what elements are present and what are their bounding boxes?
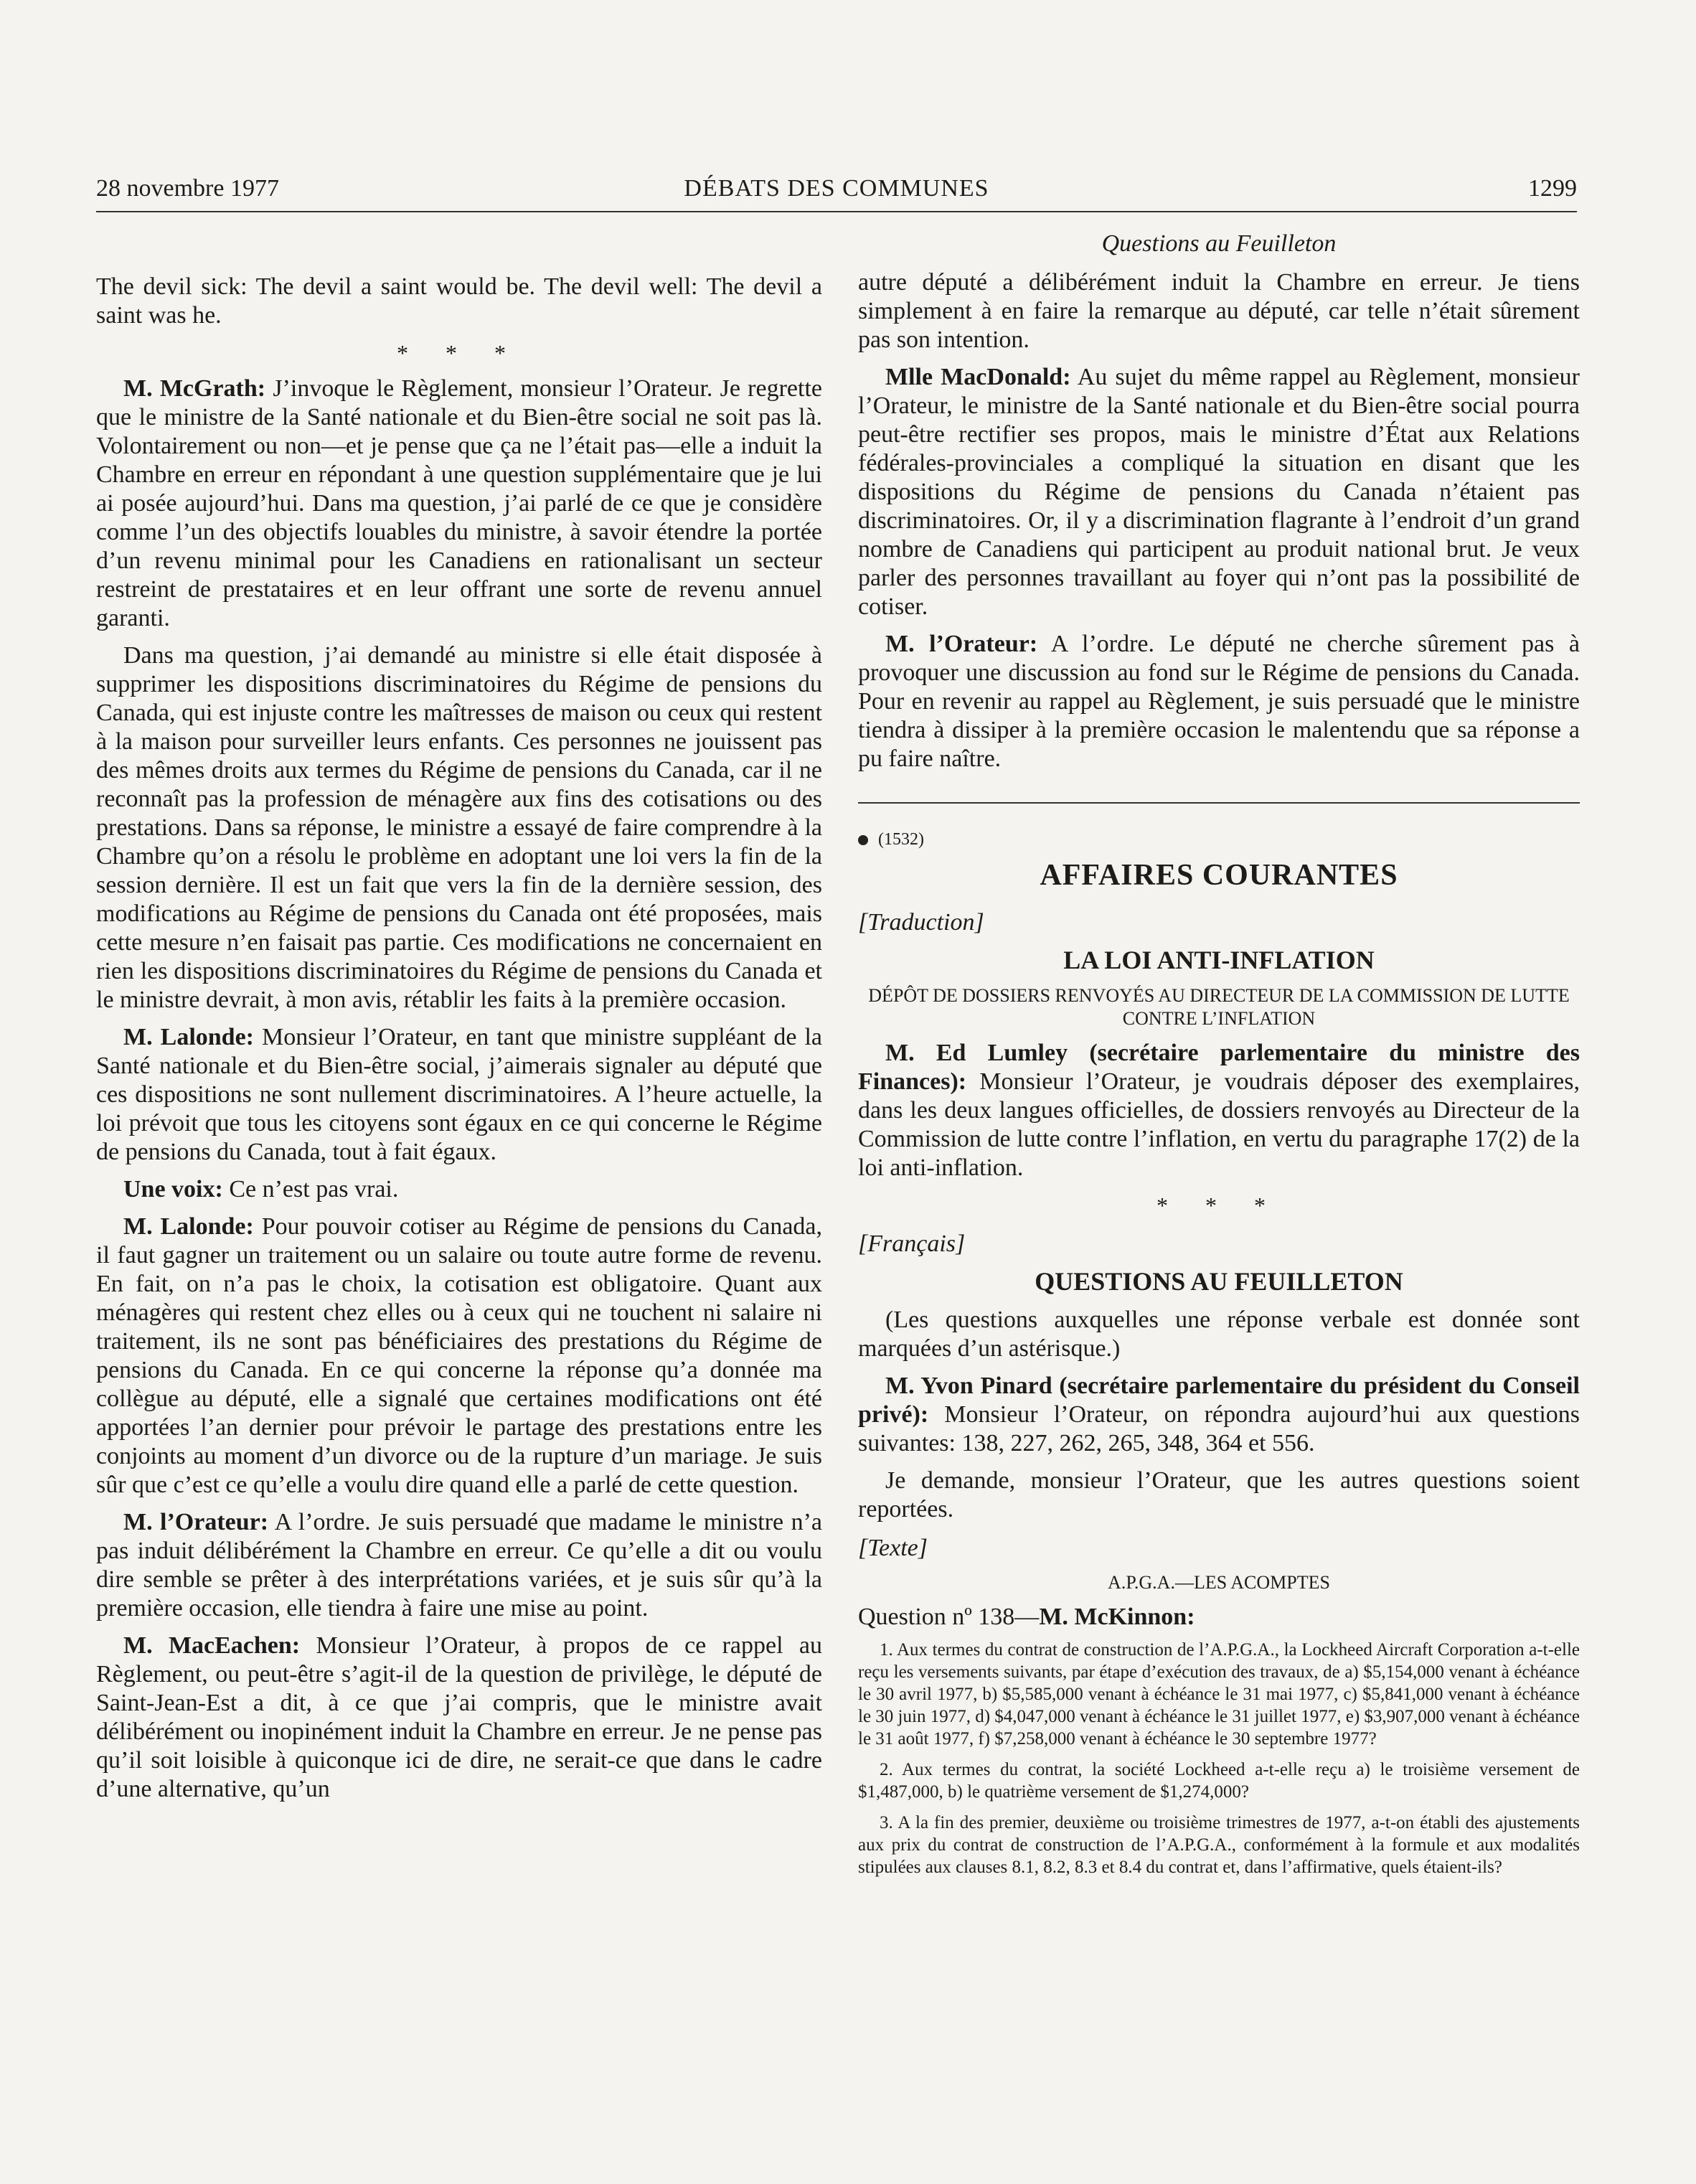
page-number: 1299 (1528, 175, 1577, 202)
running-head: Questions au Feuilleton (1101, 230, 1337, 257)
speech-text: Au sujet du même rappel au Règlement, monsieur l’Orateur, le ministre de la Santé nationale et du Bien-être social pourra peut-être rectifier ses propos, mais le ministre d’État aux Relations fédérales-provinciales a compliqué la situation en disant que les dispositions du Régime de pensions du Canada n’étaient pas discriminatoires. Or, il y a discrimination flagrante à l’endroit d’un grand nombre de Canadiens qui participent au produit national brut. Je veux parler des personnes travaillant au foyer qui n’ont pas la possibilité de cotiser. (858, 364, 1580, 620)
paragraph-orateur-2 (858, 630, 1580, 773)
question-item-1: 1. Aux termes du contrat de construction de l’A.P.G.A., la Lockheed Aircraft Corporation a-t-elle reçu les versements suivants, par étape d’exécution des travaux, de a) $5,154,000 venant à échéance le 30 avril 1977, b) $5,585,000 venant à échéance le 31 mai 1977, c) $5,841,000 venant à échéance le 30 juin 1977, d) $4,047,000 venant à échéance le 31 juillet 1977, e) $3,907,000 venant à échéance le 31 août 1977, f) $7,258,000 venant à échéance le 30 septembre 1977? (858, 1640, 1580, 1748)
speech-text: Monsieur l’Orateur, je voudrais déposer des exemplaires, dans les deux langues officielles, de dossiers renvoyés au Directeur de la Commission de lutte contre l’inflation, en vertu du paragraphe 17(2) de la loi anti-inflation. (858, 1068, 1580, 1181)
paragraph-lalonde (96, 1023, 822, 1167)
paragraph-mcgrath-cont: Dans ma question, j’ai demandé au ministre si elle était disposée à supprimer les dispositions discriminatoires du Régime de pensions du Canada, qui est injuste contre les maîtresses de maison ou ceux qui restent à la maison pour surveiller leurs enfants. Ces personnes ne jouissent pas des mêmes droits aux termes du Régime de pensions du Canada, car il ne reconnaît pas la profession de ménagère aux fins des cotisations ou des prestations. Dans sa réponse, le ministre a essayé de faire comprendre à la Chambre qu’on a résolu le problème en adoptant une loi vers la fin de la session dernière. Il est un fait que vers la fin de la dernière session, des modifications au Régime de pensions du Canada ont été proposées, mais cette mesure n’en faisait pas partie. Ces modifications ne concernaient en rien les dispositions discriminatoires du Régime de pensions du Canada et le ministre devrait, à mon avis, rétablir les faits à la première occasion. (96, 642, 822, 1013)
question-item-3: 3. A la fin des premier, deuxième ou troisième trimestres de 1977, a-t-on établi des ajustements aux prix du contrat de construction de l’A.P.G.A., conformément à la formule et aux modalités stipulées aux clauses 8.1, 8.2, 8.3 et 8.4 du contrat et, dans l’affirmative, quels étaient-ils? (858, 1813, 1580, 1877)
speaker-name: Une voix: (123, 1176, 223, 1202)
speaker-name: M. Lalonde: (123, 1024, 254, 1050)
paragraph-macdonald (858, 363, 1580, 621)
language-tag: [Français] (858, 1230, 966, 1257)
question-item-2: 2. Aux termes du contrat, la société Lockheed a-t-elle reçu a) le troisième versement de $1,487,000, b) le quatrième versement de $1,274,000? (858, 1760, 1580, 1802)
header-title: DÉBATS DES COMMUNES (684, 175, 989, 202)
speech-text: Pour pouvoir cotiser au Régime de pensions du Canada, il faut gagner un traitement ou un salaire ou toute autre forme de revenu. En fait, on n’a pas le choix, la cotisation est obligatoire. Quant aux ménagères qui restent chez elles ou à ceux qui ne touchent ni salaire ni traitement, ils ne sont pas bénéficiaires des prestations du Régime de pensions du Canada. En ce qui concerne la réponse qu’a donnée ma collègue au député, elle a signalé que certaines modifications ont été apportées l’an dernier pour prévoir le partage des prestations entre les conjoints au moment d’un divorce ou de la rupture d’un mariage. Je suis sûr que c’est ce qu’elle a voulu dire quand elle a parlé de cette question. (96, 1213, 822, 1498)
speaker-name: M. Lalonde: (123, 1213, 254, 1240)
speech-text: A l’ordre. Je suis persuadé que madame le ministre n’a pas induit délibérément la Chambre en erreur. Ce qu’elle a dit ou voulu dire semble se prêter à des interprétations variées, et je suis sûr qu’à la première occasion, elle tiendra à faire une mise au point. (96, 1509, 822, 1621)
speech-text: Monsieur l’Orateur, à propos de ce rappel au Règlement, ou peut-être s’agit-il de la question de privilège, le député de Saint-Jean-Est a dit, à ce que j’ai compris, que le ministre avait délibérément ou inopinément induit la Chambre en erreur. Je ne pense pas qu’il soit loisible à quiconque ici de dire, ne serait-ce que dans le cadre d’une alternative, qu’un (96, 1632, 823, 1802)
speaker-name: M. Yvon Pinard (secrétaire parlementaire du président du Conseil privé): (858, 1373, 1580, 1428)
bullet-icon (858, 835, 868, 845)
language-tag: [Traduction] (858, 909, 984, 936)
paragraph-pinard (858, 1372, 1580, 1458)
speech-text: A l’ordre. Le député ne cherche sûrement pas à provoquer une discussion au fond sur le Régime de pensions du Canada. Pour en revenir au rappel au Règlement, je suis persuadé que le ministre tiendra à dissiper à la première occasion le malentendu que sa réponse a pu faire naître. (858, 631, 1580, 772)
question-asker: M. McKinnon: (1039, 1604, 1195, 1630)
paragraph-note: (Les questions auxquelles une réponse verbale est donnée sont marquées d’un astérisque.) (858, 1307, 1580, 1362)
paragraph-maceachen (96, 1632, 822, 1804)
speaker-name: M. l’Orateur: (885, 631, 1038, 657)
paragraph-une-voix (96, 1175, 822, 1204)
speaker-name: M. Ed Lumley (secrétaire parlementaire du ministre des Finances): (858, 1040, 1580, 1095)
section-separator: * * * (397, 340, 522, 366)
paragraph-request: Je demande, monsieur l’Orateur, que les autres questions soient reportées. (858, 1467, 1580, 1522)
time-marker (858, 825, 1580, 854)
language-tag: [Texte] (858, 1535, 928, 1561)
paragraph-mcgrath (96, 375, 822, 633)
header-date: 28 novembre 1977 (96, 175, 279, 202)
question-heading: A.P.G.A.—LES ACOMPTES (1108, 1572, 1330, 1593)
paragraph-orateur (96, 1508, 822, 1623)
subsection-title: LA LOI ANTI-INFLATION (1063, 946, 1375, 974)
verse-quote: The devil sick: The devil a saint would be. The devil well: The devil a saint was he. (96, 273, 822, 329)
subheading: DÉPÔT DE DOSSIERS RENVOYÉS AU DIRECTEUR DE LA COMMISSION DE LUTTE CONTRE L’INFLATION (868, 985, 1570, 1029)
speech-text: J’invoque le Règlement, monsieur l’Orateur. Je regrette que le ministre de la Santé nationale et du Bien-être social ne soit pas là. Volontairement ou non—et je pense que ça ne l’était pas—elle a induit la Chambre en erreur en répondant à une question supplémentaire que je lui ai posée aujourd’hui. Dans ma question, j’ai parlé de ce que je considère comme l’un des objectifs louables du ministre, à savoir étendre la portée d’un revenu minimal pour les Canadiens en rationalisant un secteur restreint de prestataires et en leur offrant une sorte de revenu annuel garanti. (96, 375, 822, 631)
right-column (858, 230, 1580, 1887)
speech-text: Ce n’est pas vrai. (222, 1176, 399, 1202)
subsection-title: QUESTIONS AU FEUILLETON (1035, 1267, 1403, 1296)
speech-text: Monsieur l’Orateur, on répondra aujourd’hui aux questions suivantes: 138, 227, 262, 265, 348, 364 et 556. (858, 1401, 1580, 1456)
question-label: Question nº 138— (858, 1604, 1040, 1630)
section-separator: * * * (1156, 1192, 1281, 1218)
paragraph-continuation: autre député a délibérément induit la Chambre en erreur. Je tiens simplement à en faire la remarque au député, car telle n’était sûrement pas son intention. (858, 269, 1580, 353)
time-label: (1532) (878, 830, 924, 849)
question-title (858, 1603, 1580, 1632)
speaker-name: M. l’Orateur: (123, 1509, 269, 1535)
page-header (96, 175, 1577, 212)
section-title: AFFAIRES COURANTES (1040, 859, 1398, 892)
speech-text: Monsieur l’Orateur, en tant que ministre suppléant de la Santé nationale et du Bien-être social, j’aimerais signaler au député que ces dispositions ne sont nullement discriminatoires. A l’heure actuelle, la loi prévoit que tous les citoyens sont égaux en ce qui concerne le Régime de pensions du Canada, tout à fait égaux. (96, 1024, 822, 1165)
paragraph-lalonde-2 (96, 1213, 822, 1500)
speaker-name: Mlle MacDonald: (885, 364, 1071, 390)
speaker-name: M. MacEachen: (123, 1632, 301, 1659)
left-column (96, 273, 822, 1812)
speaker-name: M. McGrath: (123, 375, 266, 402)
section-divider (858, 802, 1580, 804)
paragraph-lumley (858, 1039, 1580, 1182)
